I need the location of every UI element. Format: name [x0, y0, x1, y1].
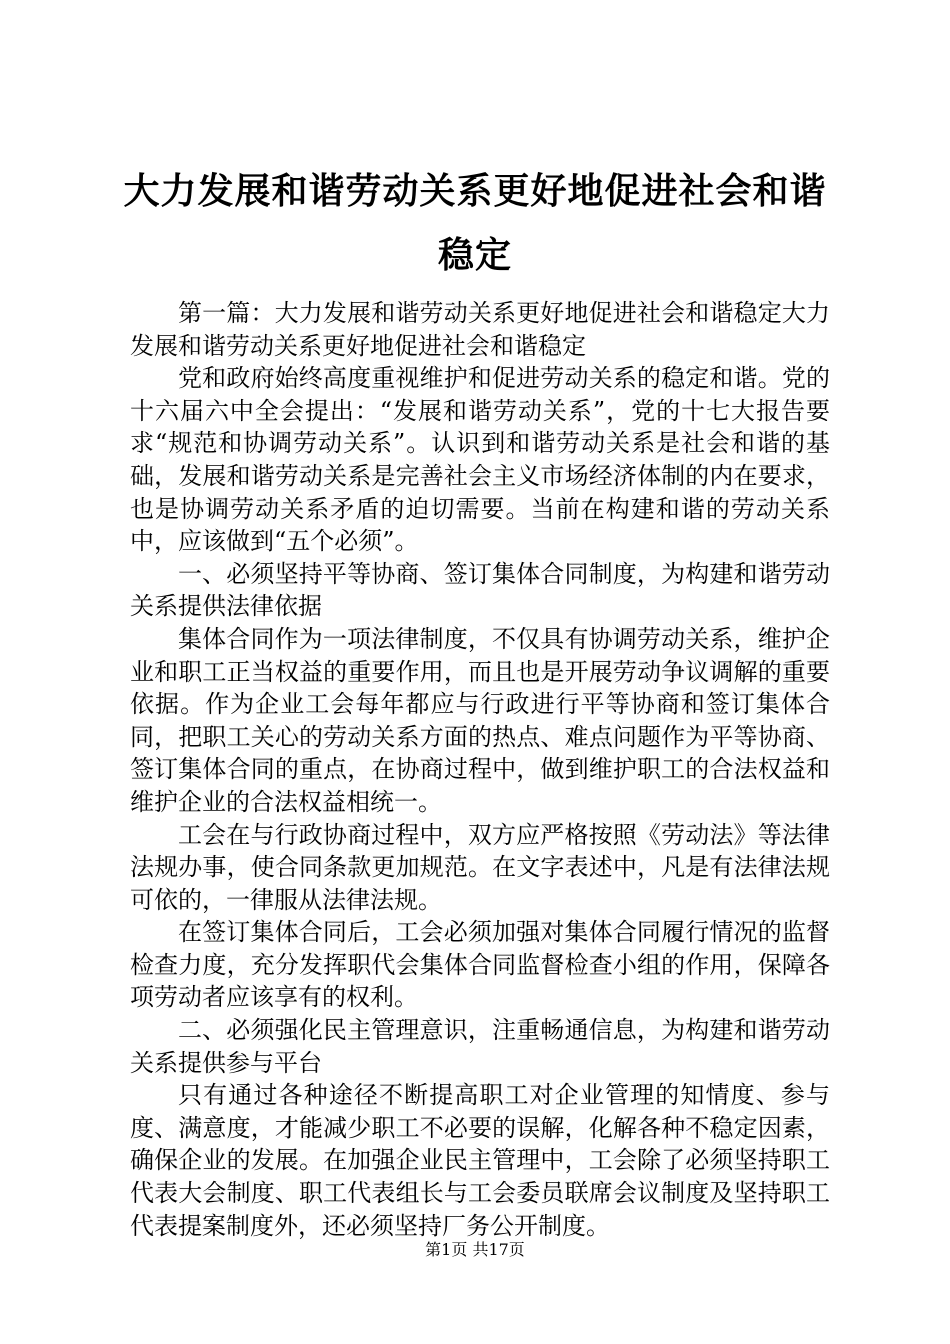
document-body: [130, 297, 830, 1242]
section-heading: 二、必须强化民主管理意识，注重畅通信息，为构建和谐劳动关系提供参与平台: [130, 1016, 830, 1077]
section-heading: 一、必须坚持平等协商、签订集体合同制度，为构建和谐劳动关系提供法律依据: [130, 559, 830, 621]
paragraph: 只有通过各种途径不断提高职工对企业管理的知情度、参与度、满意度，才能减少职工不必要的误解，化解各种不稳定因素，确保企业的发展。在加强企业民主管理中，工会除了必须坚持职工代表大会制度、职工代表组长与工会委员联席会议制度及坚持职工代表提案制度外，还必须坚持厂务公开制度。: [130, 1081, 830, 1240]
paragraph: 党和政府始终高度重视维护和促进劳动关系的稳定和谐。党的十六届六中全会提出：“发展和谐劳动关系”，党的十七大报告要求“规范和协调劳动关系”。认识到和谐劳动关系是社会和谐的基础，发展和谐劳动关系是完善社会主义市场经济体制的内在要求，也是协调劳动关系矛盾的迫切需要。当前在构建和谐的劳动关系中，应该做到“五个必须”。: [130, 364, 830, 556]
paragraph: 工会在与行政协商过程中，双方应严格按照《劳动法》等法律法规办事，使合同条款更加规范。在文字表述中，凡是有法律法规可依的，一律服从法律法规。: [130, 820, 830, 914]
paragraph: 在签订集体合同后，工会必须加强对集体合同履行情况的监督检查力度，充分发挥职代会集体合同监督检查小组的作用，保障各项劳动者应该享有的权利。: [130, 918, 830, 1012]
page-number-footer: 第1页 共17页: [425, 1240, 525, 1259]
paragraph: 集体合同作为一项法律制度，不仅具有协调劳动关系，维护企业和职工正当权益的重要作用，而且也是开展劳动争议调解的重要依据。作为企业工会每年都应与行政进行平等协商和签订集体合同，把职工关心的劳动关系方面的热点、难点问题作为平等协商、签订集体合同的重点，在协商过程中，做到维护职工的合法权益和维护企业的合法权益相统一。: [130, 624, 830, 816]
document-title: 大力发展和谐劳动关系更好地促进社会和谐稳定: [123, 171, 827, 276]
paragraph: 第一篇：大力发展和谐劳动关系更好地促进社会和谐稳定大力发展和谐劳动关系更好地促进社会和谐稳定: [130, 299, 830, 360]
